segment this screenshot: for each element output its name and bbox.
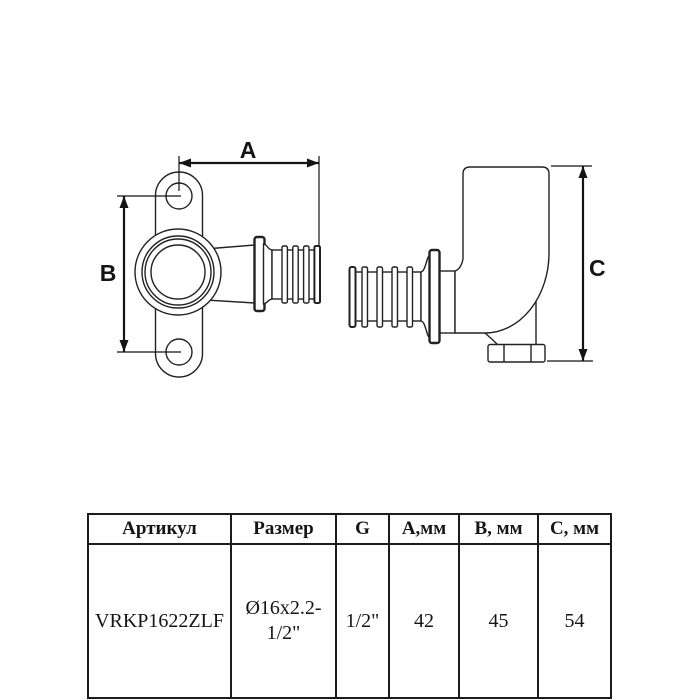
cell-size: Ø16x2.2-1/2" (231, 544, 336, 698)
barb-taper-front (264, 244, 273, 304)
cell-article: VRKP1622ZLF (88, 544, 231, 698)
arrowhead-right (307, 159, 319, 168)
dimension-c (547, 166, 593, 361)
col-header-b-mm: В, мм (459, 514, 538, 544)
table-row (88, 544, 611, 698)
barb-rib (377, 267, 383, 327)
dimension-a-label: A (239, 137, 257, 163)
barb-rib (407, 267, 413, 327)
barb-rib (392, 267, 398, 327)
front-view (135, 172, 320, 377)
header-row (88, 514, 611, 544)
arrowhead-left (179, 159, 191, 168)
barb-rib (282, 246, 287, 303)
hex-nut (488, 345, 545, 363)
col-header-size: Размер (231, 514, 336, 544)
barb-flange-side (430, 250, 440, 343)
fitting-boss-outer (135, 229, 221, 315)
elbow-body (455, 167, 549, 333)
barb-rib (362, 267, 368, 327)
outlet-wall-left (485, 333, 498, 345)
col-header-g: G (336, 514, 389, 544)
side-view (350, 167, 550, 362)
cell-g: 1/2" (336, 544, 389, 698)
arrowhead-top (120, 196, 129, 208)
cell-c-mm: 54 (538, 544, 611, 698)
spec-table (87, 513, 612, 699)
dimension-c-label: C (589, 255, 606, 281)
barb-rib (304, 246, 309, 303)
arrowhead-bottom (120, 340, 129, 352)
col-header-c-mm: С, мм (538, 514, 611, 544)
cell-b-mm: 45 (459, 544, 538, 698)
barb-rib (293, 246, 298, 303)
barb-end-cap (314, 246, 320, 303)
cell-a-mm: 42 (389, 544, 459, 698)
arrowhead-bottom (579, 349, 588, 361)
barb-end-cap (350, 267, 356, 327)
col-header-article: Артикул (88, 514, 231, 544)
col-header-a-mm: А,мм (389, 514, 459, 544)
arrowhead-top (579, 166, 588, 178)
dimension-b-label: B (99, 260, 117, 286)
